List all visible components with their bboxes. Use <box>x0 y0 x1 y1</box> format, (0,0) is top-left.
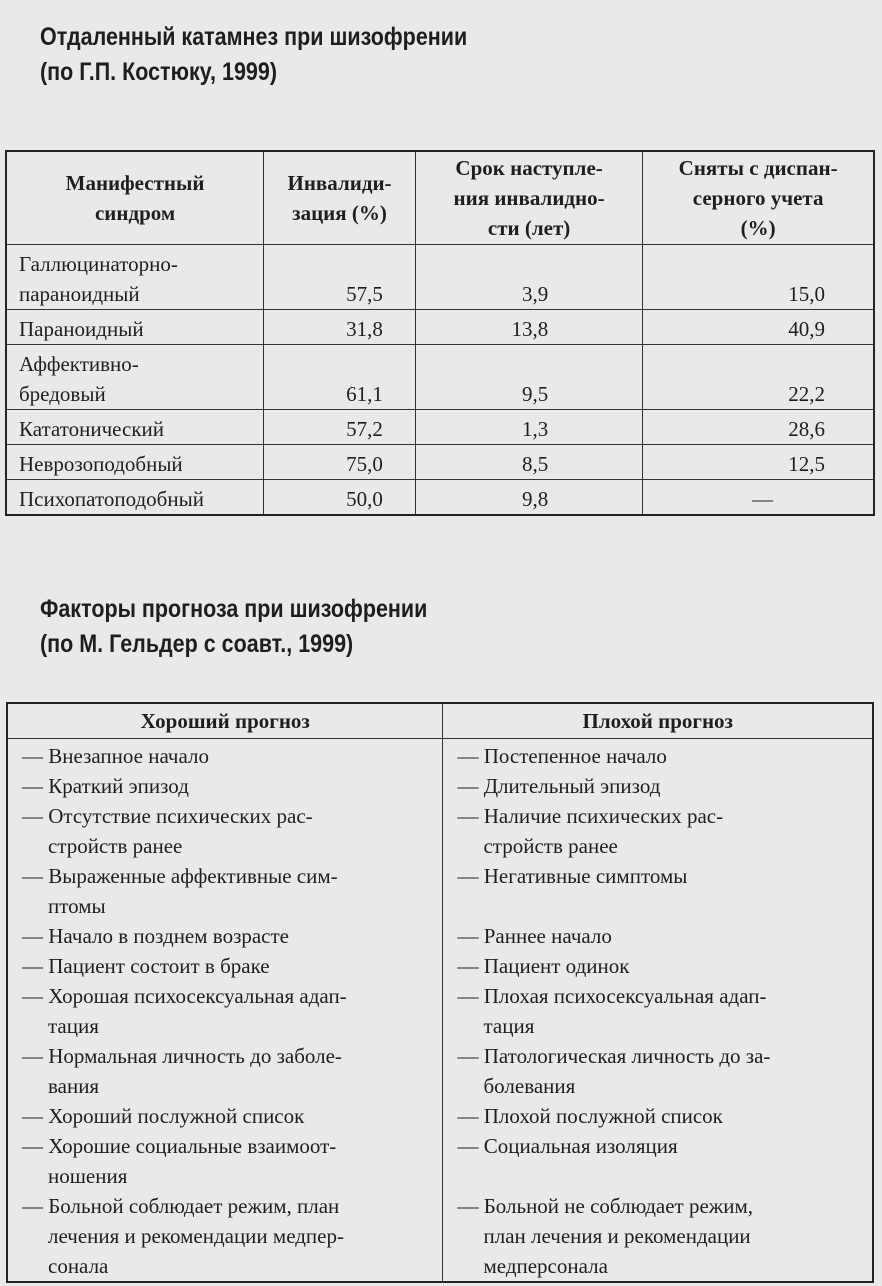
list-item: — Постепенное начало <box>457 744 667 768</box>
section1-title: Отдаленный катамнез при шизофрении <box>40 23 468 51</box>
list-item: — Хорошая психосексуальная адап- тация <box>22 984 347 1038</box>
list-item: — Пациент одинок <box>457 954 630 978</box>
section2-title: Факторы прогноза при шизофрении <box>40 595 428 623</box>
onset-cell: 9,8 <box>415 480 642 516</box>
table-row <box>6 310 874 345</box>
syndrome-cell: Аффективно- бредовый <box>6 345 264 410</box>
onset-cell: 1,3 <box>415 410 642 445</box>
list-item: — Хороший послужной список <box>22 1104 305 1128</box>
removed-cell: 28,6 <box>643 410 874 445</box>
disability-cell: 57,5 <box>264 245 416 310</box>
list-item: — Нормальная личность до заболе- вания <box>22 1044 342 1098</box>
list-item: — Длительный эпизод <box>457 774 661 798</box>
removed-cell: 12,5 <box>643 445 874 480</box>
removed-cell: 22,2 <box>643 345 874 410</box>
good-prognosis-column <box>7 739 443 1283</box>
header-removed: Сняты с диспан- серного учета (%) <box>643 151 874 245</box>
list-item: — Краткий эпизод <box>22 774 189 798</box>
prognosis-table <box>6 702 874 1283</box>
removed-cell: 15,0 <box>643 245 874 310</box>
syndrome-cell: Галлюцинаторно- параноидный <box>6 245 264 310</box>
onset-cell: 13,8 <box>415 310 642 345</box>
syndrome-cell: Кататонический <box>6 410 264 445</box>
table-row <box>6 410 874 445</box>
section2-subtitle: (по М. Гельдер с соавт., 1999) <box>40 630 354 658</box>
section1-heading <box>40 20 467 90</box>
header-syndrome: Манифестный синдром <box>6 151 264 245</box>
bad-prognosis-header: Плохой прогноз <box>443 703 873 739</box>
list-item: — Плохой послужной список <box>457 1104 723 1128</box>
list-item: — Социальная изоляция <box>457 1134 678 1158</box>
disability-cell: 31,8 <box>264 310 416 345</box>
header-onset: Срок наступле- ния инвалидно- сти (лет) <box>415 151 642 245</box>
catamnesis-table <box>5 150 875 516</box>
list-item: — Пациент состоит в браке <box>22 954 270 978</box>
table-row <box>6 445 874 480</box>
list-item: — Негативные симптомы <box>457 864 688 888</box>
syndrome-cell: Параноидный <box>6 310 264 345</box>
syndrome-cell: Психопатоподобный <box>6 480 264 516</box>
list-item: — Больной не соблюдает режим, план лечения и рекомендации медперсонала <box>457 1194 754 1278</box>
list-item: — Больной соблюдает режим, план лечения и рекомендации медпер- сонала <box>22 1194 344 1278</box>
onset-cell: 3,9 <box>415 245 642 310</box>
removed-cell: — <box>643 480 874 516</box>
list-item: — Отсутствие психических рас- стройств ранее <box>22 804 313 858</box>
onset-cell: 9,5 <box>415 345 642 410</box>
list-item: — Хорошие социальные взаимоот- ношения <box>22 1134 337 1188</box>
section2-heading <box>40 592 427 662</box>
list-item: — Патологическая личность до за- болевания <box>457 1044 771 1098</box>
onset-cell: 8,5 <box>415 445 642 480</box>
list-item: — Внезапное начало <box>22 744 209 768</box>
list-item: — Начало в позднем возрасте <box>22 924 290 948</box>
section1-subtitle: (по Г.П. Костюку, 1999) <box>40 58 277 86</box>
table-row <box>6 480 874 516</box>
disability-cell: 50,0 <box>264 480 416 516</box>
disability-cell: 75,0 <box>264 445 416 480</box>
table-row <box>6 245 874 310</box>
header-disability: Инвалиди- зация (%) <box>264 151 416 245</box>
bad-prognosis-column <box>443 739 873 1283</box>
table-header-row <box>6 151 874 245</box>
good-prognosis-header: Хороший прогноз <box>7 703 443 739</box>
disability-cell: 57,2 <box>264 410 416 445</box>
list-item: — Выраженные аффективные сим- птомы <box>22 864 338 918</box>
list-item: — Плохая психосексуальная адап- тация <box>457 984 767 1038</box>
table-row <box>6 345 874 410</box>
disability-cell: 61,1 <box>264 345 416 410</box>
syndrome-cell: Неврозоподобный <box>6 445 264 480</box>
removed-cell: 40,9 <box>643 310 874 345</box>
list-item: — Раннее начало <box>457 924 612 948</box>
list-item: — Наличие психических рас- стройств ранее <box>457 804 724 858</box>
